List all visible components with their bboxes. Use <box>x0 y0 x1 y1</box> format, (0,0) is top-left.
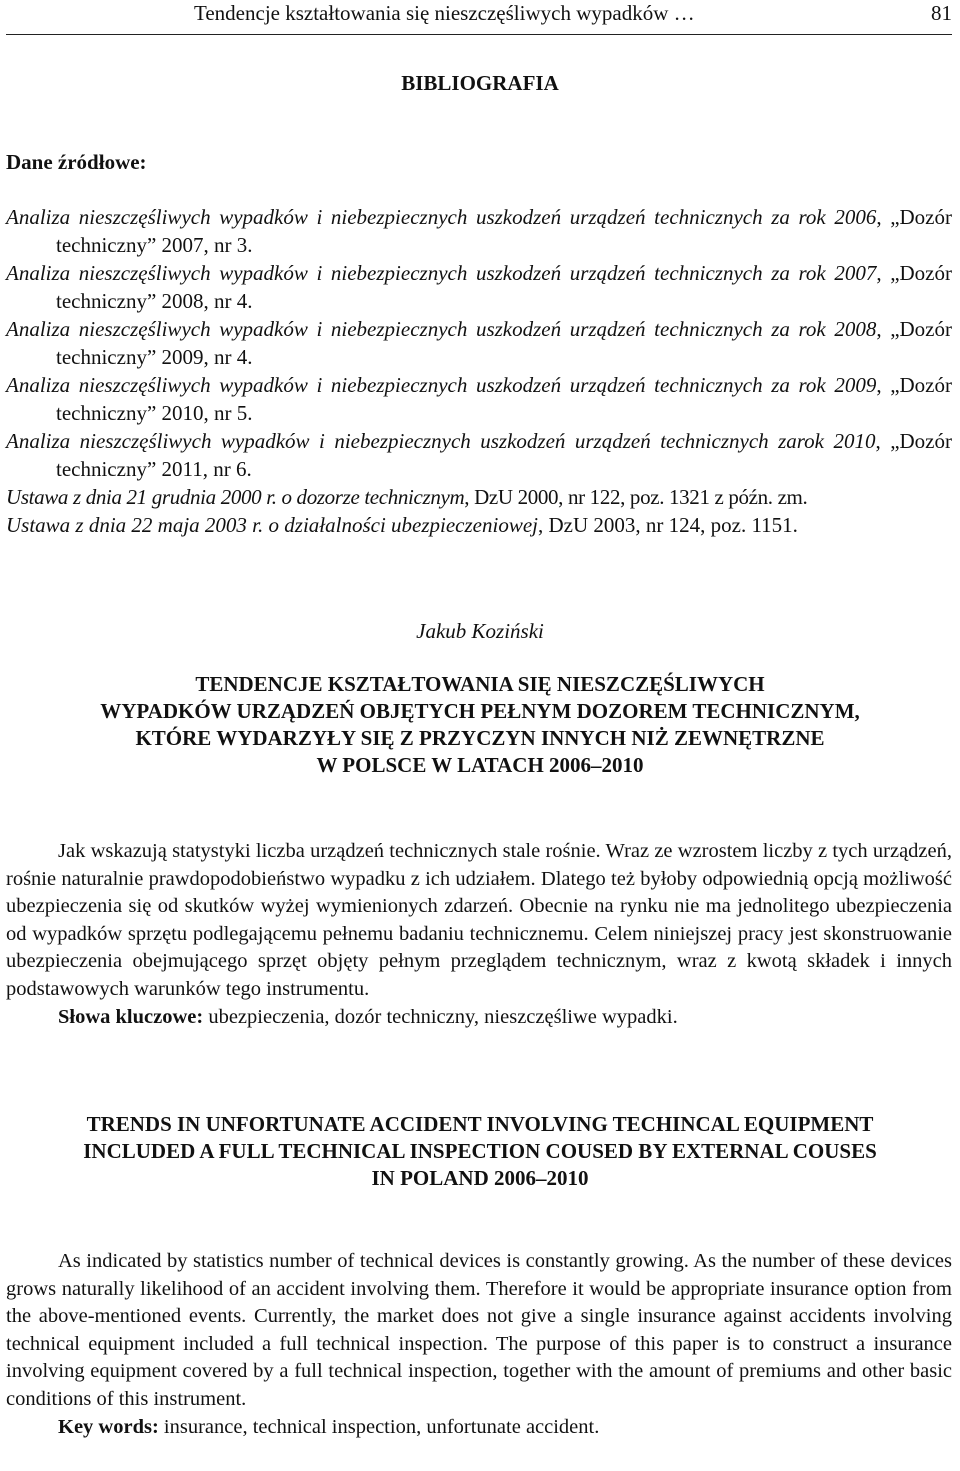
title-line: W POLSCE W LATACH 2006–2010 <box>316 753 644 777</box>
reference-source: , „Dozór techniczny” 2007, nr 3. <box>56 205 952 257</box>
reference-item <box>6 371 952 427</box>
article-title-pl <box>0 671 960 779</box>
title-line: TENDENCJE KSZTAŁTOWANIA SIĘ NIESZCZĘŚLIWYCH <box>195 672 765 696</box>
title-line: INCLUDED A FULL TECHNICAL INSPECTION COUSED BY EXTERNAL COUSES <box>83 1139 877 1163</box>
reference-item <box>6 511 952 539</box>
title-line: IN POLAND 2006–2010 <box>371 1166 589 1190</box>
reference-source: , „Dozór techniczny” 2009, nr 4. <box>56 317 952 369</box>
reference-title: Ustawa z dnia 21 grudnia 2000 r. o dozorze technicznym <box>6 485 465 509</box>
reference-source: , „Dozór techniczny” 2011, nr 6. <box>56 429 952 481</box>
reference-title: Analiza nieszczęśliwych wypadków i niebezpiecznych uszkodzeń urządzeń technicznych za rok 2007 <box>6 261 877 285</box>
running-title: Tendencje kształtowania się nieszczęśliwych wypadków … <box>194 1 695 25</box>
reference-source: , DzU 2000, nr 122, poz. 1321 z późn. zm. <box>464 485 808 509</box>
author-name: Jakub Koziński <box>416 619 544 643</box>
title-line: WYPADKÓW URZĄDZEŃ OBJĘTYCH PEŁNYM DOZOREM TECHNICZNYM, <box>100 699 860 723</box>
abstract-text: As indicated by statistics number of technical devices is constantly growing. As the number of these devices grows naturally likelihood of an accident involving them. Therefore it would be appropriate insurance option from the above-mentioned events. Currently, the market does not give a single insurance against accidents involving technical equipment included a full technical inspection. The purpose of this paper is to construct a insurance involving equipment covered by a full technical inspection, together with the amount of premiums and other basic conditions of this instrument. <box>6 1250 952 1410</box>
keywords-line <box>6 1004 952 1032</box>
reference-source: , „Dozór techniczny” 2008, nr 4. <box>56 261 952 313</box>
page-number: 81 <box>931 1 952 25</box>
reference-list <box>6 203 952 539</box>
keywords-text: insurance, technical inspection, unfortunate accident. <box>158 1415 600 1438</box>
abstract-text: Jak wskazują statystyki liczba urządzeń technicznych stale rośnie. Wraz ze wzrostem liczby z tych urządzeń, rośnie naturalnie prawdopodobieństwo wypadku z ich udziałem. Dlatego też byłoby odpowiednią opcją możliwość ubezpieczenia się od skutków wyżej wymienionych zdarzeń. Obecnie na rynku nie ma jednolitego ubezpieczenia od wypadków sprzętu podlegającemu pełnemu badaniu technicznemu. Celem niniejszej pracy jest skonstruowanie ubezpieczenia obejmującego sprzęt objęty pełnym przeglądem technicznym, wraz z kwotą składek i innych podstawowych warunków tego instrumentu. <box>6 840 952 1000</box>
reference-title: Analiza nieszczęśliwych wypadków i niebezpiecznych uszkodzeń urządzeń technicznych zarok 2010 <box>6 429 876 453</box>
reference-title: Analiza nieszczęśliwych wypadków i niebezpiecznych uszkodzeń urządzeń technicznych za rok 2008 <box>6 317 877 341</box>
reference-item <box>6 315 952 371</box>
article-title-en <box>0 1111 960 1192</box>
reference-source: , DzU 2003, nr 124, poz. 1151. <box>538 513 798 537</box>
reference-title: Analiza nieszczęśliwych wypadków i niebezpiecznych uszkodzeń urządzeń technicznych za rok 2006 <box>6 205 877 229</box>
title-line: KTÓRE WYDARZYŁY SIĘ Z PRZYCZYN INNYCH NIŻ ZEWNĘTRZNE <box>135 726 825 750</box>
keywords-label: Słowa kluczowe: <box>58 1005 204 1028</box>
reference-item <box>6 483 952 511</box>
keywords-label: Key words: <box>58 1415 159 1438</box>
sources-heading: Dane źródłowe: <box>6 150 147 174</box>
reference-item <box>6 203 952 259</box>
keywords-text: ubezpieczenia, dozór techniczny, nieszczęśliwe wypadki. <box>203 1005 678 1028</box>
abstract-pl <box>6 838 952 1031</box>
reference-item <box>6 259 952 315</box>
title-line: TRENDS IN UNFORTUNATE ACCIDENT INVOLVING TECHINCAL EQUIPMENT <box>86 1112 874 1136</box>
abstract-en <box>6 1248 952 1441</box>
reference-source: , „Dozór techniczny” 2010, nr 5. <box>56 373 952 425</box>
bibliography-heading: BIBLIOGRAFIA <box>401 71 559 95</box>
reference-title: Analiza nieszczęśliwych wypadków i niebezpiecznych uszkodzeń urządzeń technicznych za rok 2009 <box>6 373 877 397</box>
running-header <box>6 0 952 35</box>
reference-title: Ustawa z dnia 22 maja 2003 r. o działalności ubezpieczeniowej <box>6 513 538 537</box>
keywords-line <box>6 1414 952 1442</box>
reference-item <box>6 427 952 483</box>
